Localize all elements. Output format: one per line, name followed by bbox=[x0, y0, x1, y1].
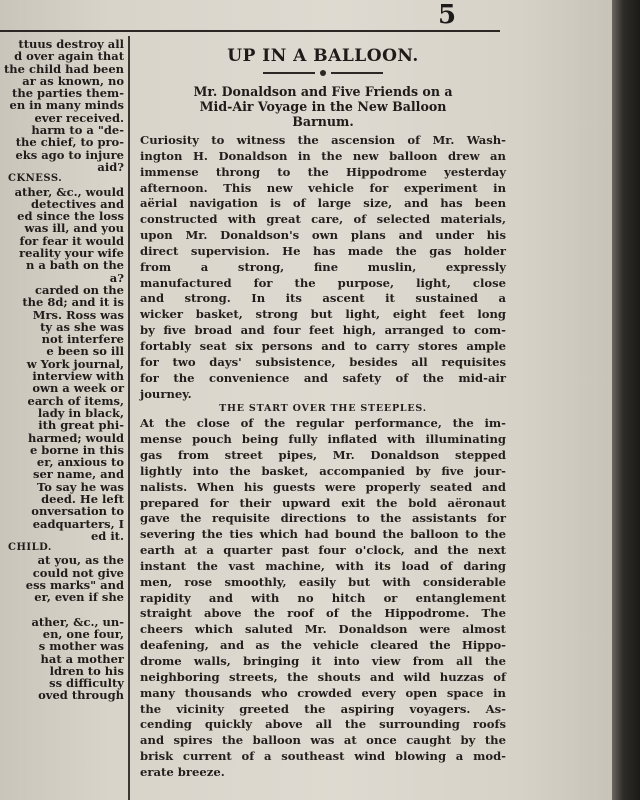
body-line: for the convenience and safety of the mid-air bbox=[140, 370, 506, 385]
left-column-line: onversation to bbox=[31, 504, 124, 519]
subheadline bbox=[140, 84, 506, 129]
left-column-line: CKNESS. bbox=[8, 173, 63, 185]
body-line: the vicinity greeted the aspiring voyagers. As- bbox=[140, 701, 506, 716]
left-column-line bbox=[0, 604, 126, 616]
body-line: brisk current of a southeast wind blowing a mod- bbox=[140, 749, 506, 764]
body-line: drome walls, bringing it into view from all the bbox=[140, 654, 506, 668]
body-line: At the close of the regular performance, the im- bbox=[140, 416, 506, 431]
left-column-line: er, even if she bbox=[34, 590, 124, 605]
left-column-line: ess marks" and bbox=[25, 578, 124, 593]
left-column-line: ttuus destroy all bbox=[18, 38, 124, 51]
left-column-line: eks ago to injure bbox=[15, 147, 124, 162]
left-column-line: er, anxious to bbox=[36, 455, 124, 470]
body-line: deafening, and as the vehicle cleared the Hippo- bbox=[140, 638, 506, 653]
left-column-line: ather, &c., un- bbox=[31, 614, 124, 629]
top-rule bbox=[0, 30, 500, 32]
left-column-line: the chief, to pro- bbox=[15, 135, 124, 150]
left-column-line: To say he was bbox=[36, 479, 124, 494]
left-column-line: ever received. bbox=[34, 110, 124, 125]
left-column-line: hat a mother bbox=[40, 651, 124, 666]
left-column-line: the parties them- bbox=[12, 86, 124, 101]
body-line: from a strong, fine muslin, expressly bbox=[140, 259, 506, 274]
left-column-line: oved through bbox=[38, 688, 124, 703]
left-column-line: aid? bbox=[97, 159, 124, 174]
left-column-line: en, one four, bbox=[42, 626, 124, 641]
body-line: cending quickly above all the surrounding roofs bbox=[140, 717, 506, 732]
subheadline-line: Barnum. bbox=[292, 114, 354, 129]
body-line: many thousands who crowded every open space in bbox=[140, 685, 506, 700]
body-line: direct supervision. He has made the gas holder bbox=[140, 243, 506, 258]
left-column-line: was ill, and you bbox=[24, 221, 124, 236]
body-line: erate breeze. bbox=[140, 764, 225, 779]
headline: UP IN A BALLOON. bbox=[227, 46, 419, 66]
left-column-line: earch of items, bbox=[27, 393, 124, 408]
body-line: aërial navigation is of large size, and has been bbox=[140, 196, 506, 211]
left-column-line: not interfere bbox=[41, 332, 124, 347]
left-column-line: eadquarters, I bbox=[32, 516, 124, 531]
body-line: neighboring streets, the shouts and wild huzzas of bbox=[140, 669, 506, 684]
left-column-line: could not give bbox=[32, 565, 124, 580]
left-column-line: reality your wife bbox=[19, 246, 124, 261]
left-column-line: e been so ill bbox=[46, 344, 124, 359]
left-column-line: ather, &c., would bbox=[14, 184, 124, 199]
left-column-line: the child had been bbox=[3, 61, 124, 76]
left-column-line: ss difficulty bbox=[49, 676, 124, 691]
left-column-line: d over again that bbox=[14, 49, 124, 64]
body-line: earth at a quarter past four o'clock, and the next bbox=[140, 543, 506, 558]
body-line: gas from street pipes, Mr. Donaldson stepped bbox=[140, 448, 506, 463]
left-column-line: carded on the bbox=[35, 282, 124, 297]
body-line: severing the ties which had bound the balloon to the bbox=[140, 527, 506, 542]
left-column-line: w York journal, bbox=[26, 356, 124, 371]
subheadline-line: Mr. Donaldson and Five Friends on a bbox=[193, 84, 453, 99]
left-column-line: ser name, and bbox=[32, 467, 124, 482]
left-column-line: detectives and bbox=[31, 196, 124, 211]
left-column-line: ar as known, no bbox=[22, 73, 124, 88]
left-column-line: interview with bbox=[32, 369, 124, 384]
body-line: nalists. When his guests were properly seated and bbox=[140, 479, 506, 494]
body-line: upon Mr. Donaldson's own plans and under his bbox=[140, 228, 506, 243]
left-column-line: ed since the loss bbox=[17, 209, 124, 224]
left-column-line: ed it. bbox=[90, 528, 124, 543]
left-column-line: e borne in this bbox=[29, 442, 124, 457]
headline-ornament bbox=[263, 68, 383, 78]
left-column-line: own a week or bbox=[32, 381, 124, 396]
page-number: 5 bbox=[438, 0, 457, 30]
left-column-line: lady in black, bbox=[37, 405, 124, 420]
body-line: fortably seat six persons and to carry stores ample bbox=[140, 338, 506, 353]
body-line: Curiosity to witness the ascension of Mr. Wash- bbox=[140, 133, 506, 147]
body-line: ington H. Donaldson in the new balloon drew an bbox=[140, 148, 506, 163]
body-line: for two days' subsistence, besides all requisites bbox=[140, 354, 506, 369]
left-column-line: CHILD. bbox=[8, 542, 52, 554]
left-column-line: a? bbox=[109, 270, 124, 285]
subheadline-line: Mid-Air Voyage in the New Balloon bbox=[199, 99, 447, 114]
body-line: manufactured for the purpose, light, close bbox=[140, 275, 506, 290]
body-line: constructed with great care, of selected materials, bbox=[140, 212, 506, 227]
body-line: straight above the roof of the Hippodrome. The bbox=[140, 606, 506, 621]
left-column-line: at you, as the bbox=[37, 553, 124, 568]
page-edge-shadow bbox=[612, 0, 640, 800]
left-column-line: for fear it would bbox=[19, 233, 124, 248]
body-line: rapidity and with no hitch or entanglement bbox=[140, 590, 506, 605]
body-line: cheers which saluted Mr. Donaldson were almost bbox=[140, 622, 506, 637]
left-column-line: the 8d; and it is bbox=[22, 295, 124, 310]
left-column bbox=[0, 38, 126, 800]
section-heading: THE START OVER THE STEEPLES. bbox=[219, 403, 427, 415]
paragraph-1 bbox=[140, 133, 506, 402]
left-column-line: ty as she was bbox=[40, 319, 124, 334]
body-line: afternoon. This new vehicle for experiment in bbox=[140, 180, 506, 195]
body-line: lightly into the basket, accompanied by five jour- bbox=[140, 463, 506, 478]
body-line: wicker basket, strong but light, eight feet long bbox=[140, 307, 506, 322]
body-line: mense pouch being fully inflated with illuminating bbox=[140, 432, 506, 447]
left-column-line: harmed; would bbox=[28, 430, 124, 445]
left-column-line: s mother was bbox=[38, 639, 124, 654]
left-column-line: ith great phi- bbox=[38, 418, 124, 433]
body-line: men, rose smoothly, easily but with considerable bbox=[140, 574, 506, 589]
body-line: and spires the balloon was at once caught by the bbox=[140, 733, 506, 748]
body-line: and strong. In its ascent it sustained a bbox=[140, 291, 506, 306]
left-column-line: deed. He left bbox=[41, 491, 124, 506]
article bbox=[140, 46, 506, 781]
left-column-line: n a bath on the bbox=[25, 258, 124, 273]
body-line: instant the vast machine, with its load of daring bbox=[140, 558, 506, 573]
column-rule bbox=[128, 36, 130, 800]
body-line: prepared for their upward exit the bold aëronaut bbox=[140, 495, 506, 510]
paragraph-2 bbox=[140, 416, 506, 780]
body-line: journey. bbox=[140, 386, 192, 401]
body-line: gave the requisite directions to the assistants for bbox=[140, 511, 506, 526]
body-line: immense throng to the Hippodrome yesterday bbox=[140, 164, 506, 179]
body-line: by five broad and four feet high, arranged to com- bbox=[140, 323, 506, 338]
left-column-line: en in many minds bbox=[9, 98, 124, 113]
left-column-line: ldren to his bbox=[49, 663, 124, 678]
left-column-line: Mrs. Ross was bbox=[32, 307, 124, 322]
left-column-line: harm to a "de- bbox=[31, 123, 124, 138]
